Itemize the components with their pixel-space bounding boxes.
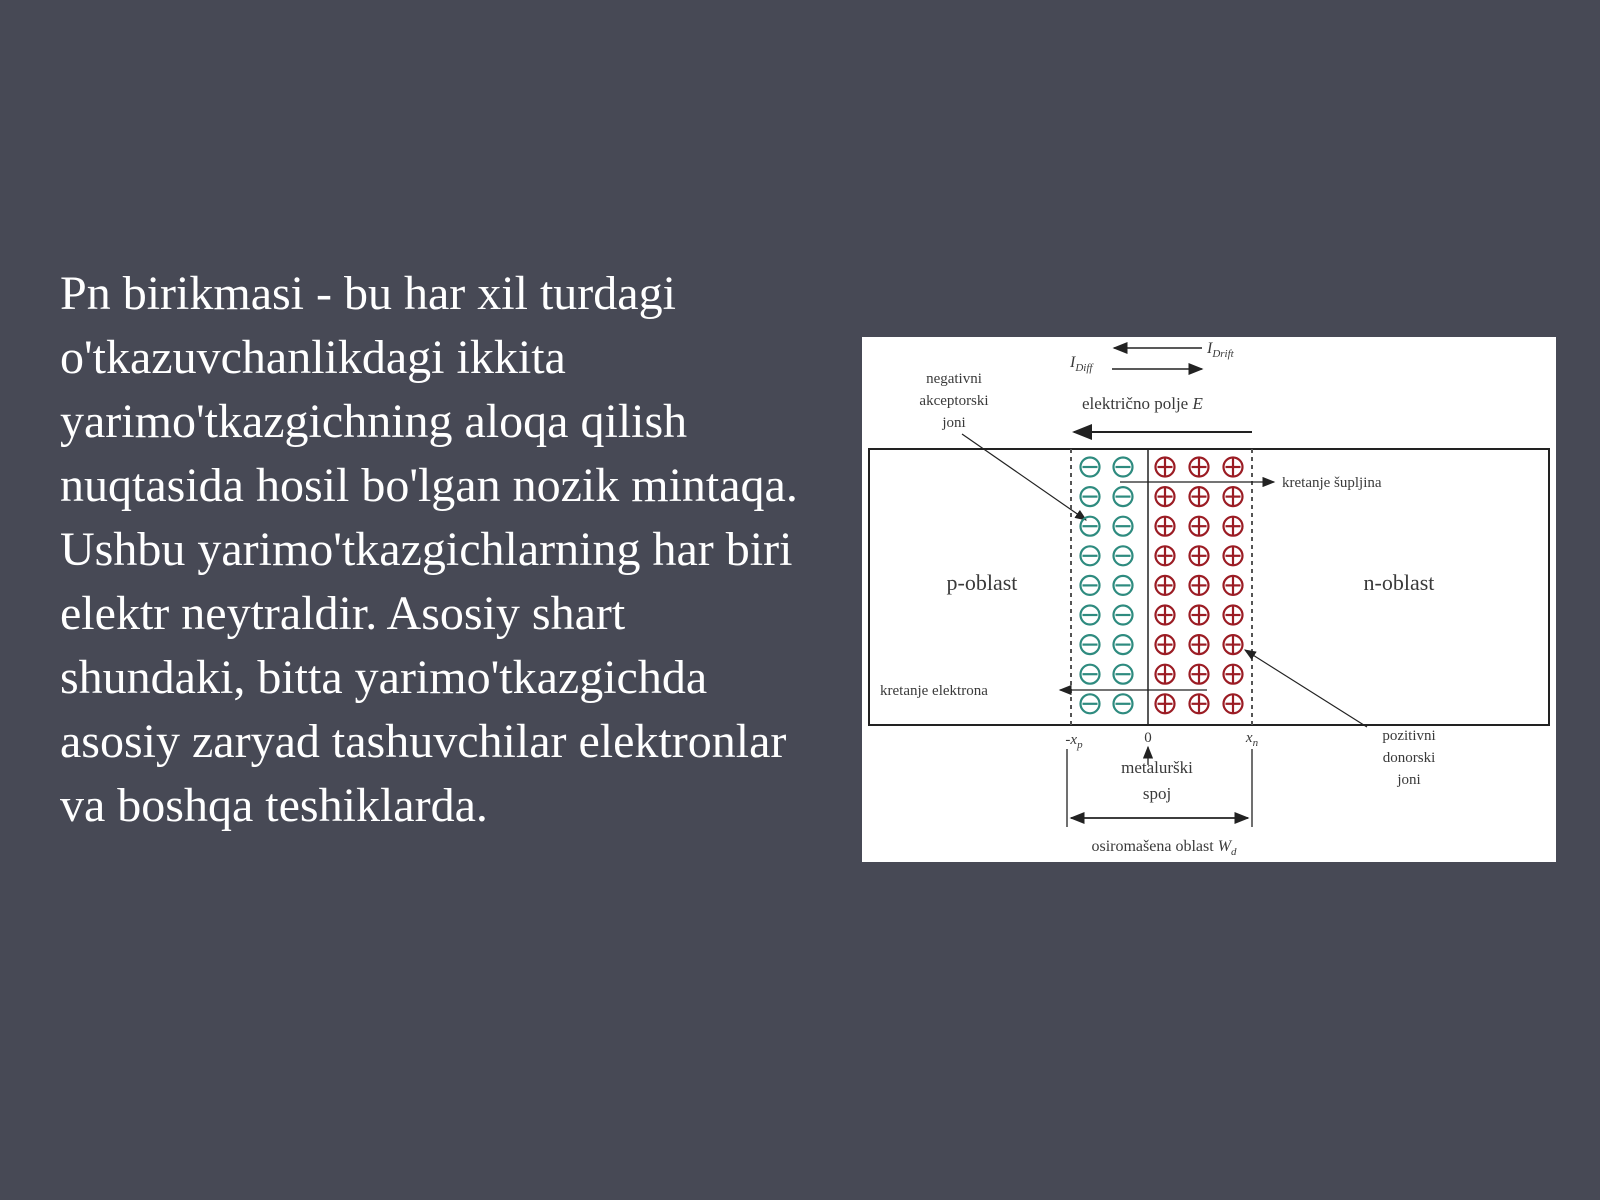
- svg-text:IDiff: $I_{Diff}$: [1070, 354, 1093, 374]
- negative-ion: [1081, 576, 1100, 595]
- negative-ion: [1081, 458, 1100, 477]
- negative-ion: [1114, 487, 1133, 506]
- svg-text:joni: joni: [942, 415, 966, 431]
- positive-ion: [1190, 487, 1209, 506]
- donor-pointer: [1245, 650, 1367, 727]
- negative-ion: [1114, 517, 1133, 536]
- tick-xp: $-x_p$: [1065, 732, 1083, 751]
- acceptor-ions-label: [919, 371, 988, 431]
- tick-zero: 0: [1144, 730, 1152, 746]
- acceptor-pointer: [962, 434, 1086, 520]
- negative-ion: [1114, 458, 1133, 477]
- positive-ion: [1224, 635, 1243, 654]
- negative-ion: [1081, 487, 1100, 506]
- positive-ion: [1190, 576, 1209, 595]
- negative-ion: [1114, 606, 1133, 625]
- negative-ion: [1114, 635, 1133, 654]
- positive-ion: [1224, 487, 1243, 506]
- positive-ion: [1156, 458, 1175, 477]
- positive-ion: [1190, 546, 1209, 565]
- pn-junction-diagram: [862, 337, 1556, 862]
- electron-movement-label: kretanje elektrona: [880, 683, 988, 699]
- positive-ion: [1156, 576, 1175, 595]
- svg-text:akceptorski: akceptorski: [919, 393, 989, 409]
- positive-ion: [1224, 517, 1243, 536]
- svg-text:pozitivni: pozitivni: [1382, 728, 1436, 744]
- positive-ion: [1156, 546, 1175, 565]
- negative-ion: [1114, 546, 1133, 565]
- drift-current-arrow: [1114, 340, 1235, 360]
- diffusion-current-arrow: [1069, 354, 1202, 374]
- positive-ion: [1156, 487, 1175, 506]
- depletion-region-label: osiromašena oblast $W_d$: [1091, 838, 1237, 858]
- positive-ion: [1224, 606, 1243, 625]
- positive-ion: [1156, 517, 1175, 536]
- positive-ion: [1224, 546, 1243, 565]
- negative-ion: [1081, 665, 1100, 684]
- positive-ion: [1224, 458, 1243, 477]
- positive-ion: [1190, 517, 1209, 536]
- metallurgical-junction-label: [1121, 758, 1193, 803]
- positive-ion: [1156, 606, 1175, 625]
- slide-text: Pn birikmasi - bu har xil turdagi o'tkazuvchanlikdagi ikkita yarimo'tkazgichning aloqa qilish nuqtasida hosil bo'lgan nozik mintaqa. Ushbu yarimo'tkazgichlarning har biri elektr neytraldir. Asosiy shart shundaki, bitta yarimo'tkazgichda asosiy zaryad tashuvchilar elektronlar va boshqa teshiklarda.: [60, 267, 798, 832]
- ion-layer: [1081, 458, 1243, 714]
- negative-ion: [1081, 517, 1100, 536]
- positive-ion: [1224, 576, 1243, 595]
- positive-ion: [1156, 635, 1175, 654]
- positive-ion: [1190, 606, 1209, 625]
- positive-ion: [1190, 665, 1209, 684]
- negative-ion: [1081, 606, 1100, 625]
- n-region-label: n-oblast: [1363, 570, 1435, 595]
- svg-text:metalurški: metalurški: [1121, 758, 1193, 777]
- negative-ion: [1114, 694, 1133, 713]
- tick-xn: $x_n$: [1245, 730, 1259, 749]
- negative-ion: [1114, 665, 1133, 684]
- negative-ion: [1081, 546, 1100, 565]
- svg-text:IDrift: $I_{Drift}$: [1207, 340, 1234, 360]
- negative-ion: [1081, 694, 1100, 713]
- svg-text:joni: joni: [1397, 772, 1421, 788]
- donor-ions-label: [1382, 728, 1435, 788]
- positive-ion: [1190, 458, 1209, 477]
- positive-ion: [1190, 635, 1209, 654]
- positive-ion: [1224, 665, 1243, 684]
- svg-text:negativni: negativni: [926, 371, 982, 387]
- p-region-label: p-oblast: [946, 570, 1018, 595]
- svg-text:spoj: spoj: [1142, 784, 1172, 803]
- positive-ion: [1224, 694, 1243, 713]
- positive-ion: [1156, 665, 1175, 684]
- positive-ion: [1190, 694, 1209, 713]
- electric-field-label: električno polje E: [1082, 394, 1203, 413]
- positive-ion: [1156, 694, 1175, 713]
- svg-text:donorski: donorski: [1382, 750, 1436, 766]
- negative-ion: [1081, 635, 1100, 654]
- hole-movement-label: kretanje šupljina: [1282, 475, 1382, 491]
- negative-ion: [1114, 576, 1133, 595]
